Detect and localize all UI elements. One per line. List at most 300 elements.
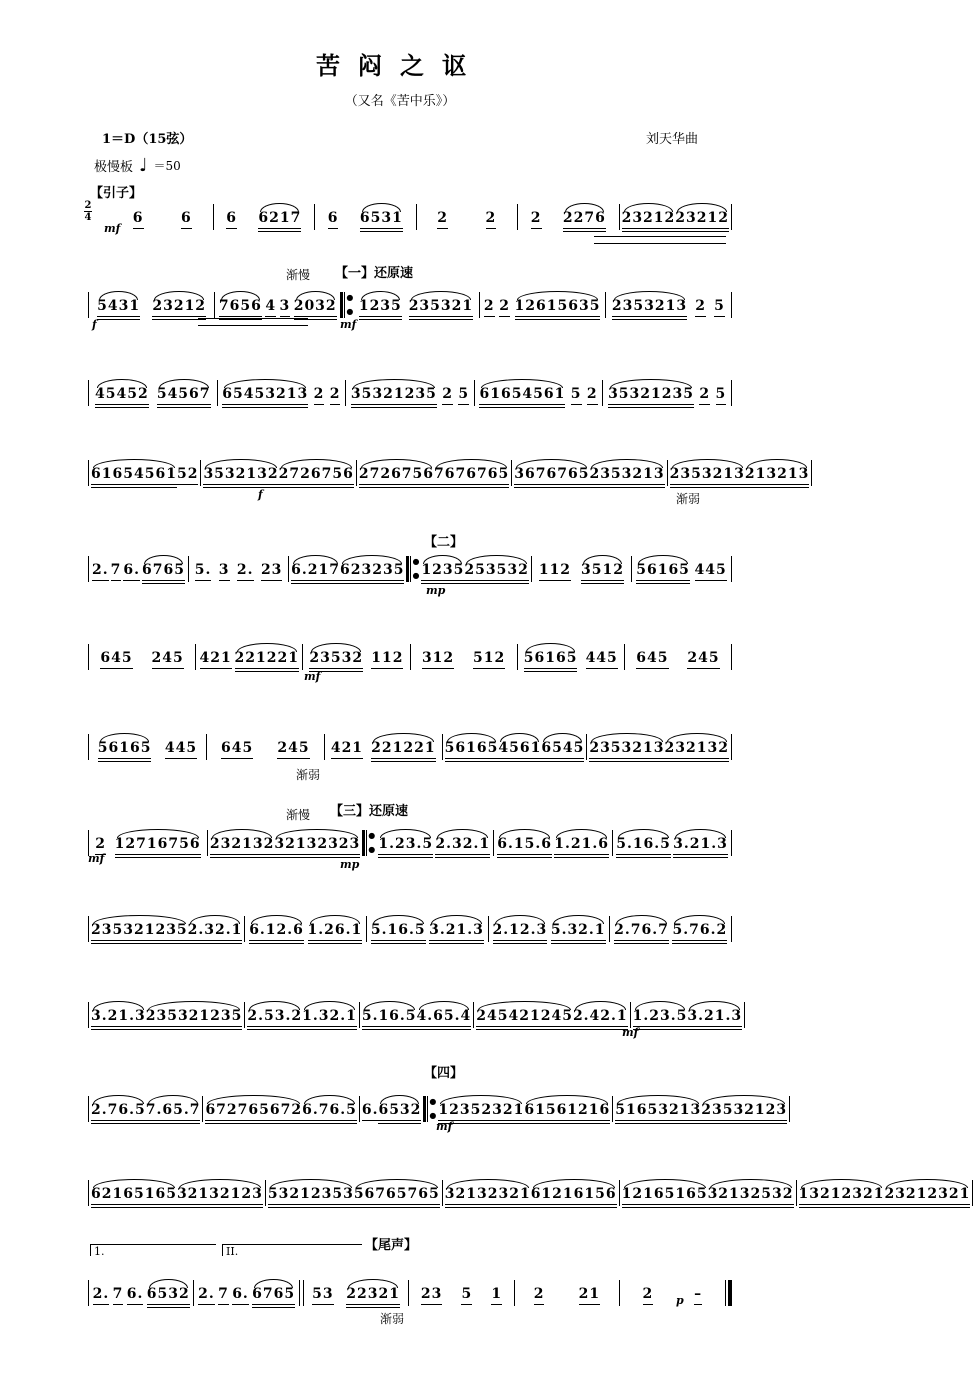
note-group: 5.16.5 bbox=[371, 923, 426, 942]
note-group: 2.53.2 bbox=[247, 1009, 302, 1028]
note-group: 6 bbox=[133, 211, 144, 230]
slur-mark bbox=[710, 1179, 792, 1188]
section-3: 【三】还原速 bbox=[330, 804, 409, 819]
note-group: 2276 bbox=[563, 211, 606, 230]
slur-mark bbox=[93, 1179, 175, 1188]
note-group: 2 bbox=[188, 467, 199, 486]
measure bbox=[357, 456, 511, 486]
measure bbox=[89, 552, 188, 582]
note-group: 2.32.1 bbox=[435, 837, 490, 856]
slur-mark bbox=[526, 1095, 608, 1104]
measure bbox=[214, 200, 315, 230]
slur-mark bbox=[310, 915, 361, 924]
note-group: 32132323 bbox=[274, 837, 360, 856]
measure bbox=[89, 730, 206, 760]
slur-mark bbox=[500, 733, 539, 742]
note-group: 6.76.5 bbox=[302, 1103, 357, 1122]
note-group: 2353213 bbox=[670, 467, 745, 486]
note-group: 4.65.4 bbox=[417, 1009, 472, 1028]
note-group: 3532132 bbox=[203, 467, 278, 486]
measure bbox=[436, 1092, 612, 1122]
note-group: 23212 bbox=[152, 299, 206, 318]
measure bbox=[375, 826, 493, 856]
note-group: 6 bbox=[181, 211, 192, 230]
section-4: 【四】 bbox=[424, 1066, 464, 1081]
note-group: 56165 bbox=[524, 651, 578, 670]
note-group: 61216156 bbox=[531, 1187, 617, 1206]
note-group: 45452 bbox=[95, 387, 149, 406]
measure bbox=[203, 1092, 358, 1122]
slur-mark bbox=[675, 829, 726, 838]
note-group: 22321 bbox=[346, 1287, 400, 1306]
note-group: 253532 bbox=[464, 563, 528, 582]
note-group: 7 bbox=[113, 1287, 124, 1306]
note-group: 645 bbox=[100, 651, 132, 670]
note-group: 62165165 bbox=[91, 1187, 177, 1206]
slur-mark bbox=[224, 379, 306, 388]
note-group: 421 bbox=[331, 741, 363, 760]
note-group: 51653213 bbox=[615, 1103, 701, 1122]
note-group: 6217 bbox=[258, 211, 301, 230]
slur-mark bbox=[342, 555, 402, 564]
slur-mark bbox=[516, 459, 587, 468]
slur-mark bbox=[575, 1001, 626, 1010]
note-group: 6. bbox=[232, 1287, 249, 1306]
slur-mark bbox=[270, 1179, 352, 1188]
note-group: 2353213 bbox=[612, 299, 687, 318]
barline bbox=[789, 1096, 790, 1122]
repeat-barline: ● ● bbox=[340, 292, 353, 318]
note-group: 56165 bbox=[636, 563, 690, 582]
slur-mark bbox=[886, 1179, 968, 1188]
note-group: 32132123 bbox=[177, 1187, 263, 1206]
slur-mark bbox=[100, 733, 150, 742]
measure bbox=[89, 912, 244, 942]
section-coda: 【尾声】 bbox=[365, 1238, 418, 1253]
note-group: 2032 bbox=[294, 299, 337, 318]
slur-mark bbox=[159, 379, 209, 388]
note-group: 6.12.6 bbox=[249, 923, 304, 942]
dynamic-mf: mf bbox=[622, 1026, 639, 1039]
section-2: 【二】 bbox=[424, 535, 464, 550]
notation-row bbox=[88, 456, 810, 486]
barline bbox=[731, 644, 732, 670]
section-1: 【一】还原速 bbox=[335, 266, 414, 281]
slur-mark bbox=[614, 291, 685, 300]
measure bbox=[208, 826, 362, 856]
slur-mark bbox=[361, 459, 432, 468]
dynamic-f: f bbox=[258, 488, 263, 501]
slur-mark bbox=[440, 1095, 522, 1104]
note-group: 23212321 bbox=[884, 1187, 970, 1206]
measure bbox=[304, 1276, 408, 1306]
slur-mark bbox=[447, 733, 497, 742]
note-group: 6. bbox=[123, 563, 140, 582]
dynamic-mf: mf bbox=[88, 852, 105, 865]
measure bbox=[346, 376, 474, 406]
note-group: 7676765 bbox=[434, 467, 509, 486]
slur-mark bbox=[447, 1179, 529, 1188]
note-group: 6532 bbox=[378, 1103, 421, 1122]
measure bbox=[417, 200, 518, 230]
slur-mark bbox=[353, 379, 435, 388]
note-group: 23532 bbox=[309, 651, 363, 670]
note-group: 2 bbox=[486, 211, 497, 230]
notation-row bbox=[88, 1092, 788, 1122]
note-group: 32132321 bbox=[445, 1187, 531, 1206]
notation-row bbox=[88, 1276, 732, 1306]
tempo-value: ＝50 bbox=[153, 159, 181, 173]
slur-mark bbox=[373, 733, 433, 742]
measure bbox=[512, 456, 666, 486]
measure bbox=[620, 1276, 724, 1306]
note-group: 12352321 bbox=[438, 1103, 524, 1122]
measure bbox=[411, 640, 517, 670]
measure bbox=[245, 998, 358, 1028]
note-group: 2 bbox=[437, 211, 448, 230]
dynamic-mf: mf bbox=[340, 318, 357, 331]
note-group: 245 bbox=[277, 741, 309, 760]
tempo-marking: 极慢板 bbox=[94, 160, 134, 175]
measure bbox=[475, 376, 603, 406]
measure bbox=[89, 998, 244, 1028]
slur-mark bbox=[583, 555, 622, 564]
slur-mark bbox=[543, 733, 582, 742]
measure bbox=[474, 998, 629, 1028]
note-group: 61654561 bbox=[479, 387, 565, 406]
note-group: 6765 bbox=[142, 563, 185, 582]
measure bbox=[606, 288, 731, 318]
barline bbox=[731, 204, 732, 230]
slur-mark bbox=[93, 915, 186, 924]
slur-mark bbox=[348, 1279, 398, 1288]
slur-mark bbox=[179, 1179, 261, 1188]
note-group: 5.16.5 bbox=[362, 1009, 417, 1028]
note-group: 112 bbox=[371, 651, 403, 670]
slur-mark bbox=[237, 643, 297, 652]
measure bbox=[89, 1092, 202, 1122]
notation-row bbox=[88, 1176, 971, 1206]
key-signature: 1＝D（15弦） bbox=[102, 132, 193, 147]
notation-row bbox=[88, 376, 732, 406]
measure bbox=[587, 730, 731, 760]
notation-row bbox=[88, 288, 732, 318]
note-group: 61561216 bbox=[524, 1103, 610, 1122]
barline bbox=[731, 292, 732, 318]
measure bbox=[266, 1176, 442, 1206]
note-group: 2 bbox=[499, 299, 510, 318]
measure bbox=[419, 552, 530, 582]
barline bbox=[744, 1002, 745, 1028]
slur-mark bbox=[190, 915, 241, 924]
note-group: 235321235 bbox=[146, 1009, 243, 1028]
note-group: 2 bbox=[442, 387, 453, 406]
slur-mark bbox=[380, 829, 431, 838]
slur-mark bbox=[260, 203, 299, 212]
note-group: 61654561 bbox=[91, 467, 177, 486]
note-group: 2353213 bbox=[589, 467, 664, 486]
slur-mark bbox=[249, 1001, 300, 1010]
note-group: 5.16.5 bbox=[616, 837, 671, 856]
measure bbox=[532, 552, 631, 582]
note-group: 445 bbox=[695, 563, 727, 582]
slur-mark bbox=[610, 379, 692, 388]
measure bbox=[89, 1276, 193, 1306]
slur-mark bbox=[591, 733, 662, 742]
note-group: – bbox=[694, 1287, 702, 1306]
note-group: 445 bbox=[165, 741, 197, 760]
measure bbox=[325, 730, 442, 760]
slur-mark bbox=[373, 915, 424, 924]
note-group: 4561 bbox=[498, 741, 541, 760]
time-signature bbox=[84, 200, 92, 223]
score-subtitle: （又名《苦中乐》） bbox=[344, 94, 456, 109]
dynamic-mf: mf bbox=[436, 1120, 453, 1133]
note-group: 2.76.5 bbox=[91, 1103, 146, 1122]
measure bbox=[620, 200, 731, 230]
note-group: 245 bbox=[687, 651, 719, 670]
measure bbox=[207, 730, 324, 760]
dynamic-p: p bbox=[676, 1294, 684, 1307]
note-group: 5431 bbox=[97, 299, 140, 318]
volta-2: II. bbox=[222, 1244, 362, 1256]
slur-mark bbox=[97, 379, 147, 388]
barline bbox=[731, 380, 732, 406]
note-group: 12165165 bbox=[622, 1187, 708, 1206]
note-group: 6 bbox=[328, 211, 339, 230]
note-group: 1 bbox=[491, 1287, 502, 1306]
note-group: 5 bbox=[458, 387, 469, 406]
note-group: 5 bbox=[461, 1287, 472, 1306]
measure bbox=[189, 552, 288, 582]
note-group: 23212 bbox=[675, 211, 729, 230]
note-group: 232132 bbox=[665, 741, 729, 760]
slur-mark bbox=[747, 459, 807, 468]
measure bbox=[89, 456, 200, 486]
note-group: 2726756 bbox=[359, 467, 434, 486]
note-group: 2 bbox=[330, 387, 341, 406]
note-group: 1.23.5 bbox=[633, 1009, 688, 1028]
note-group: 6531 bbox=[360, 211, 403, 230]
note-group: 7 bbox=[218, 1287, 229, 1306]
note-group: 23 bbox=[421, 1287, 442, 1306]
note-group: 2 bbox=[695, 299, 706, 318]
note-group: 2.42.1 bbox=[573, 1009, 628, 1028]
slur-mark bbox=[293, 555, 338, 564]
note-group: 5.32.1 bbox=[551, 923, 606, 942]
diminuendo-2: 渐弱 bbox=[296, 768, 321, 782]
slur-mark bbox=[466, 555, 526, 564]
notation-row bbox=[112, 200, 732, 230]
note-group: 3512 bbox=[581, 563, 624, 582]
slur-mark bbox=[556, 829, 607, 838]
note-group: 56765765 bbox=[354, 1187, 440, 1206]
slur-mark bbox=[667, 733, 727, 742]
slur-mark bbox=[481, 379, 563, 388]
note-group: 1235 bbox=[421, 563, 464, 582]
dynamic-mf: mf bbox=[104, 222, 121, 235]
slur-mark bbox=[304, 1095, 355, 1104]
note-group: 12615635 bbox=[515, 299, 601, 318]
note-group: 245421245 bbox=[476, 1009, 573, 1028]
note-group: 2.12.3 bbox=[493, 923, 548, 942]
note-group: 3 bbox=[219, 563, 230, 582]
note-group: 2 bbox=[95, 837, 106, 856]
slur-mark bbox=[431, 915, 482, 924]
measure bbox=[289, 552, 406, 582]
measure bbox=[194, 1276, 298, 1306]
quarter-note-icon: ♩ bbox=[139, 154, 148, 176]
note-group: 245 bbox=[152, 651, 184, 670]
measure bbox=[631, 998, 744, 1028]
slur-mark bbox=[93, 1095, 144, 1104]
measure bbox=[443, 1176, 619, 1206]
measure bbox=[515, 1276, 619, 1306]
slur-mark bbox=[526, 643, 576, 652]
notation-row bbox=[88, 826, 732, 856]
slur-mark bbox=[99, 291, 138, 300]
note-group: 3.21.3 bbox=[429, 923, 484, 942]
note-group: 4 bbox=[265, 299, 276, 318]
measure bbox=[518, 640, 624, 670]
measure bbox=[409, 1276, 513, 1306]
slur-mark bbox=[93, 459, 175, 468]
slur-mark bbox=[437, 829, 488, 838]
note-group: 1.32.1 bbox=[302, 1009, 357, 1028]
note-group: 35321235 bbox=[608, 387, 694, 406]
slur-mark bbox=[565, 203, 604, 212]
slur-mark bbox=[154, 291, 204, 300]
note-group: 2. bbox=[93, 1287, 110, 1306]
note-group: 54567 bbox=[157, 387, 211, 406]
note-group: 2. bbox=[198, 1287, 215, 1306]
note-group: 5 bbox=[177, 467, 188, 486]
notation-row bbox=[88, 552, 732, 582]
note-group: 6. bbox=[127, 1287, 144, 1306]
notation-row bbox=[88, 912, 732, 942]
measure bbox=[112, 200, 213, 230]
ritardando-2: 渐慢 bbox=[286, 808, 311, 822]
tempo bbox=[94, 156, 181, 175]
section-intro: 【引子】 bbox=[90, 186, 143, 201]
slur-mark bbox=[304, 1001, 355, 1010]
slur-mark bbox=[93, 1001, 144, 1010]
measure bbox=[489, 912, 610, 942]
slur-mark bbox=[674, 915, 725, 924]
dynamic-mp: mp bbox=[340, 858, 360, 871]
note-group: 221221 bbox=[235, 651, 299, 670]
note-group: 645 bbox=[636, 651, 668, 670]
note-group: 6.217 bbox=[291, 563, 340, 582]
note-group: 23 bbox=[261, 563, 282, 582]
slur-mark bbox=[276, 829, 358, 838]
note-group: 2 bbox=[699, 387, 710, 406]
slur-mark bbox=[221, 291, 260, 300]
score-title: 苦闷之讴 bbox=[316, 51, 484, 80]
slur-mark bbox=[144, 555, 183, 564]
note-group: 7656 bbox=[219, 299, 262, 318]
measure bbox=[494, 826, 612, 856]
barline bbox=[731, 830, 732, 856]
note-group: 53212353 bbox=[268, 1187, 354, 1206]
note-group: 2 bbox=[587, 387, 598, 406]
measure bbox=[89, 376, 217, 406]
note-group: 56165 bbox=[445, 741, 499, 760]
slur-mark bbox=[638, 555, 688, 564]
dynamic-f: f bbox=[92, 318, 97, 331]
note-group: 5 bbox=[716, 387, 727, 406]
note-group: 13212321 bbox=[799, 1187, 885, 1206]
final-barline bbox=[725, 1280, 733, 1306]
barline bbox=[811, 460, 812, 486]
note-group: 2. bbox=[92, 563, 109, 582]
slur-mark bbox=[148, 1001, 241, 1010]
slur-mark bbox=[148, 1095, 199, 1104]
measure bbox=[360, 998, 473, 1028]
repeat-barline: ● ● bbox=[423, 1096, 436, 1122]
slur-mark bbox=[117, 829, 199, 838]
measure bbox=[797, 1176, 973, 1206]
measure bbox=[89, 640, 195, 670]
diminuendo-3: 渐弱 bbox=[380, 1312, 405, 1326]
slur-mark bbox=[362, 203, 401, 212]
slur-mark bbox=[380, 1095, 419, 1104]
slur-mark bbox=[212, 829, 272, 838]
measure bbox=[620, 1176, 796, 1206]
barline bbox=[731, 916, 732, 942]
note-group: 1.26.1 bbox=[308, 923, 363, 942]
slur-mark bbox=[356, 1179, 438, 1188]
note-group: 21 bbox=[579, 1287, 600, 1306]
slur-mark bbox=[423, 555, 462, 564]
slur-mark bbox=[205, 459, 276, 468]
note-group: 421 bbox=[200, 651, 232, 670]
note-group: 5. bbox=[195, 563, 212, 582]
note-group: 112 bbox=[539, 563, 571, 582]
measure bbox=[196, 640, 302, 670]
note-group: 3.21.3 bbox=[687, 1009, 742, 1028]
slur-mark bbox=[495, 915, 546, 924]
measure bbox=[443, 730, 587, 760]
note-group: 35321235 bbox=[351, 387, 437, 406]
note-group: 2 bbox=[643, 1287, 654, 1306]
note-group: 1.23.5 bbox=[378, 837, 433, 856]
note-group: 2.76.7 bbox=[614, 923, 669, 942]
slur-mark bbox=[553, 915, 604, 924]
note-group: 1235 bbox=[359, 299, 402, 318]
slur-mark bbox=[533, 1179, 615, 1188]
measure bbox=[89, 288, 214, 318]
slur-mark bbox=[689, 1001, 740, 1010]
slur-mark bbox=[624, 203, 674, 212]
note-group: 213213 bbox=[745, 467, 809, 486]
note-group: 6532 bbox=[147, 1287, 190, 1306]
slur-mark bbox=[207, 1095, 300, 1104]
slur-mark bbox=[436, 459, 507, 468]
note-group: 6 bbox=[226, 211, 237, 230]
note-group: 512 bbox=[473, 651, 505, 670]
note-group: 2.32.1 bbox=[188, 923, 243, 942]
measure bbox=[603, 376, 731, 406]
slur-mark bbox=[419, 1001, 470, 1010]
note-group: 3.21.3 bbox=[91, 1009, 146, 1028]
measure bbox=[315, 200, 416, 230]
measure bbox=[360, 1092, 424, 1122]
note-group: 7.65.7 bbox=[146, 1103, 201, 1122]
note-group: 2 bbox=[531, 211, 542, 230]
note-group: 3 bbox=[280, 299, 291, 318]
note-group: 23212 bbox=[622, 211, 676, 230]
